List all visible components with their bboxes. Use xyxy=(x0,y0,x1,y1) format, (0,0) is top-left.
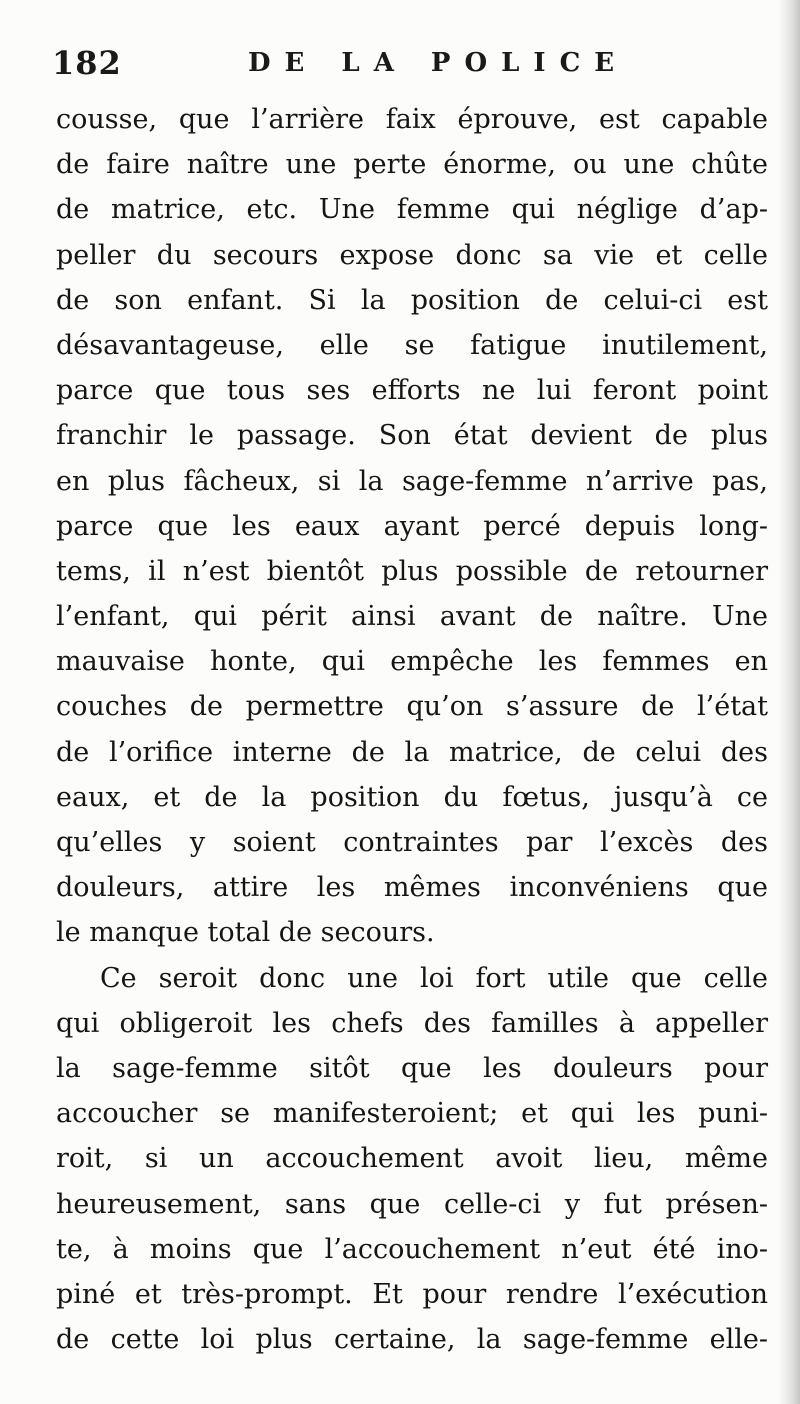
text-line: parce que tous ses efforts ne lui feront point xyxy=(56,375,768,407)
text-line: Ce seroit donc une loi fort utile que celle xyxy=(100,962,768,994)
page-number: 182 xyxy=(52,44,122,82)
text-line: douleurs, attire les mêmes inconvéniens que xyxy=(56,872,768,904)
paragraph-1 xyxy=(56,97,768,956)
running-title: DE LA POLICE xyxy=(248,48,629,78)
text-line: de l’orifice interne de la matrice, de celui des xyxy=(56,736,768,768)
text-line: eaux, et de la position du fœtus, jusqu’à ce xyxy=(56,781,768,813)
text-line: couches de permettre qu’on s’assure de l’état xyxy=(56,691,768,723)
text-line: le manque total de secours. xyxy=(56,917,435,949)
text-line: franchir le passage. Son état devient de plus xyxy=(56,420,768,452)
text-line: qui obligeroit les chefs des familles à appeller xyxy=(56,1007,768,1039)
text-line: qu’elles y soient contraintes par l’excès des xyxy=(56,827,768,858)
text-line: peller du secours expose donc sa vie et celle xyxy=(56,239,768,271)
text-line: parce que les eaux ayant percé depuis long- xyxy=(56,510,768,542)
text-line: désavantageuse, elle se fatigue inutilement, xyxy=(56,329,768,361)
body-text xyxy=(56,97,768,1362)
text-line: tems, il n’est bientôt plus possible de retourner xyxy=(56,555,768,587)
text-line: de cette loi plus certaine, la sage-femme elle- xyxy=(56,1324,768,1356)
text-line: heureusement, sans que celle-ci y fut présen- xyxy=(56,1188,768,1220)
text-line: la sage-femme sitôt que les douleurs pour xyxy=(56,1052,768,1084)
text-line: accoucher se manifesteroient; et qui les puni- xyxy=(56,1098,768,1130)
text-line: roit, si un accouchement avoit lieu, même xyxy=(56,1143,768,1175)
text-line: de son enfant. Si la position de celui-ci est xyxy=(56,284,768,316)
text-line: mauvaise honte, qui empêche les femmes en xyxy=(56,646,768,678)
text-line: cousse, que l’arrière faix éprouve, est capable xyxy=(56,104,768,135)
text-line: l’enfant, qui périt ainsi avant de naître. Une xyxy=(56,601,768,633)
page-edge-shadow xyxy=(778,0,800,1404)
running-header xyxy=(52,44,752,94)
text-line: piné et très-prompt. Et pour rendre l’exécution xyxy=(56,1278,768,1310)
text-line: te, à moins que l’accouchement n’eut été ino- xyxy=(56,1233,768,1265)
paragraph-2 xyxy=(56,956,768,1363)
text-line: en plus fâcheux, si la sage-femme n’arrive pas, xyxy=(56,465,768,497)
text-line: de matrice, etc. Une femme qui néglige d’ap- xyxy=(56,194,768,226)
text-line: de faire naître une perte énorme, ou une chûte xyxy=(56,149,768,181)
